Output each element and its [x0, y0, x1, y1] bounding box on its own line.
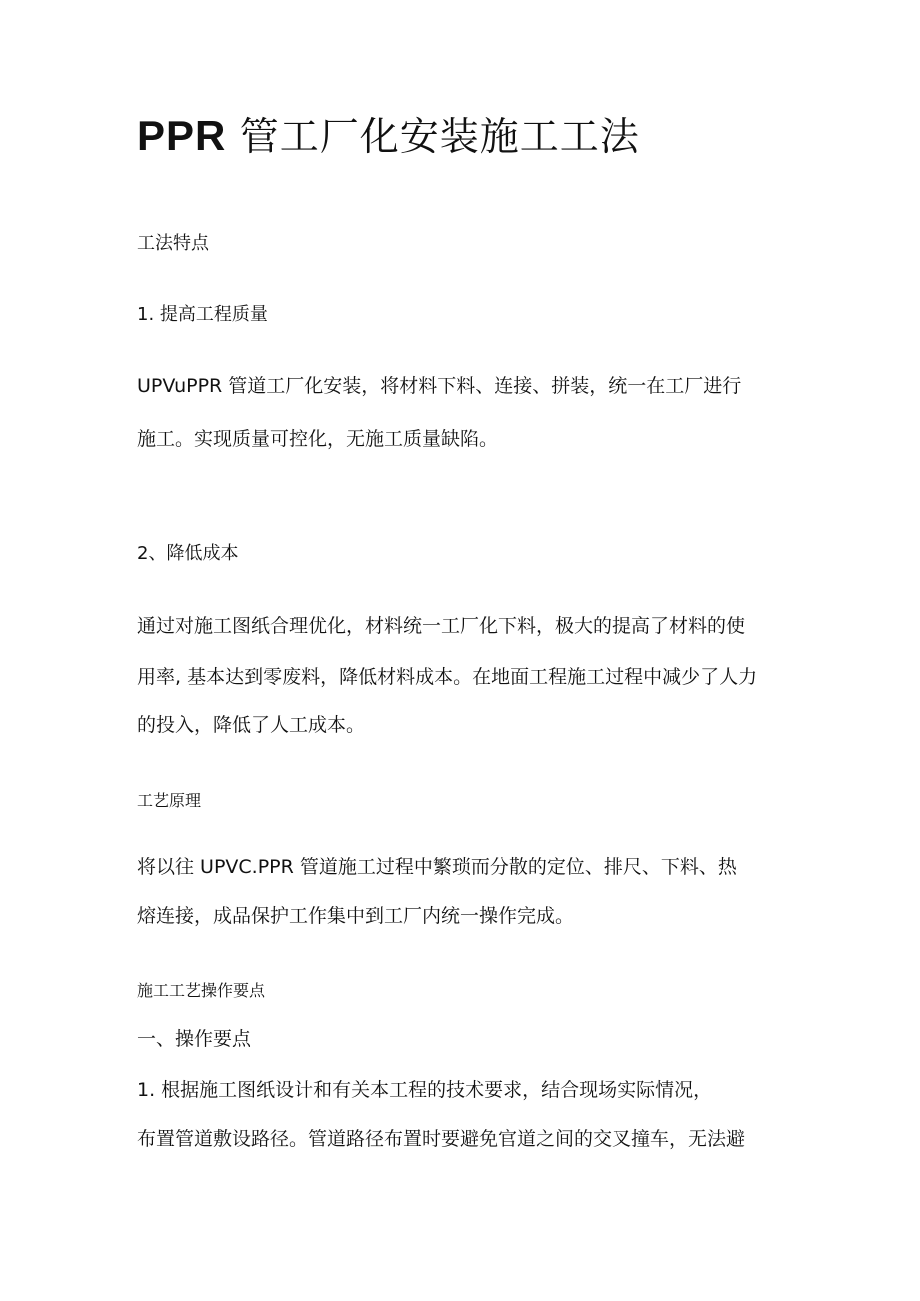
paragraph-line: 1. 根据施工图纸设计和有关本工程的技术要求，结合现场实际情况，: [137, 1079, 713, 1101]
document-title: [137, 108, 640, 166]
paragraph-line: 将以往 UPVC.PPR 管道施工过程中繁琐而分散的定位、排尺、下料、热: [137, 856, 737, 878]
subheading-reduce-cost: 2、降低成本: [137, 543, 239, 564]
paragraph-line: 的投入，降低了人工成本。: [137, 714, 366, 736]
subheading-improve-quality: 1. 提高工程质量: [137, 304, 268, 325]
subheading-operation-points: 一、操作要点: [137, 1028, 252, 1050]
paragraph-line: 用率, 基本达到零废料，降低材料成本。在地面工程施工过程中减少了人力: [137, 666, 758, 688]
paragraph-line: 施工。实现质量可控化，无施工质量缺陷。: [137, 428, 499, 450]
paragraph-line: 通过对施工图纸合理优化，材料统一工厂化下料，极大的提高了材料的使: [137, 615, 746, 637]
title-chinese-part: 管工厂化安装施工工法: [239, 115, 640, 160]
section-heading-features: 工法特点: [137, 233, 209, 254]
section-heading-operation: 施工工艺操作要点: [137, 981, 266, 1000]
paragraph-line: UPVuPPR 管道工厂化安装，将材料下料、连接、拼装，统一在工厂进行: [137, 375, 742, 397]
title-latin-part: PPR: [137, 112, 227, 159]
paragraph-line: 熔连接，成品保护工作集中到工厂内统一操作完成。: [137, 905, 575, 927]
paragraph-line: 布置管道敷设路径。管道路径布置时要避免官道之间的交叉撞车，无法避: [137, 1128, 746, 1150]
section-heading-principle: 工艺原理: [137, 791, 202, 810]
